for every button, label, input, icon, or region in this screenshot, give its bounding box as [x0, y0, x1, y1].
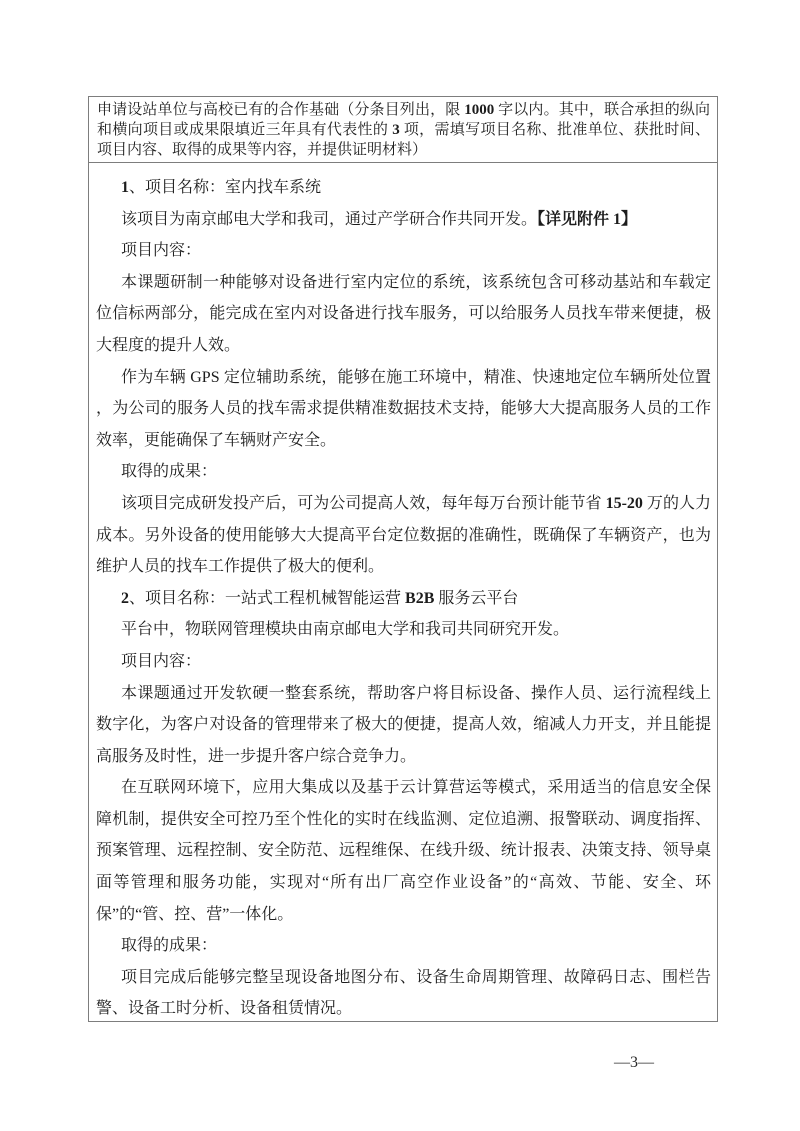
text-segment: 平台中，物联网管理模块由南京邮电大学和我司共同研究开发。: [121, 621, 570, 639]
text-segment: 项目内容：: [121, 652, 202, 670]
body-paragraph: [96, 204, 711, 236]
text-segment: 、项目名称：室内找车系统: [129, 179, 322, 196]
body-paragraph: [96, 362, 711, 457]
text-segment: 取得的成果：: [121, 937, 218, 955]
body-paragraph: [96, 772, 711, 930]
body-paragraph: [96, 614, 711, 646]
body-paragraph: [96, 583, 711, 615]
text-segment: 在互联网环境下，应用大集成以及基于云计算营运等模式，采用适当的信息安全保障机制，提供安全可控乃至个性化的实时在线监测、定位追溯、报警联动、调度指挥、预案管理、远程控制、安全防范、远程维保、在线升级、统计报表、决策支持、领导桌面等管理和服务功能，实现对“所有出厂高空作业设备”的“高效、节能、安全、环保”的“管、控、营”一体化。: [96, 779, 711, 923]
text-segment: 1000: [464, 102, 495, 118]
text-segment: 服务云平台: [434, 589, 519, 607]
text-segment: 【详见附件 1】: [537, 210, 638, 228]
text-segment: 取得的成果：: [121, 463, 218, 481]
text-segment: 15-20: [605, 494, 643, 512]
text-segment: 申请设站单位与高校已有的合作基础（分条目列出，限: [97, 102, 465, 118]
text-segment: 1: [121, 179, 129, 196]
text-segment: 项，需填写项目名称、批准单位、获批时间、项目内容、取得的成果等内容，并提供证明材料）: [97, 122, 710, 158]
body-paragraph: [96, 488, 711, 583]
text-segment: 2: [121, 589, 129, 607]
text-segment: 3: [392, 122, 400, 138]
body-paragraph: [96, 678, 711, 773]
text-segment: 项目完成后能够完整呈现设备地图分布、设备生命周期管理、故障码日志、围栏告警、设备工时分析、设备租赁情况。: [96, 968, 711, 1018]
text-segment: 作为车辆 GPS 定位辅助系统，能够在施工环境中，精准、快速地定位车辆所处位置 ，为公司的服务人员的找车需求提供精准数据技术支持，能够大大提高服务人员的工作效率，更能确保了车辆财产安全。: [96, 368, 711, 449]
body-paragraph: [96, 646, 711, 678]
body-paragraph: [96, 235, 711, 267]
text-segment: 本课题通过开发软硬一整套系统，帮助客户将目标设备、操作人员、运行流程线上数字化，为客户对设备的管理带来了极大的便捷，提高人效，缩减人力开支，并且能提高服务及时性，进一步提升客户综合竞争力。: [96, 684, 711, 765]
page-number: —3—: [614, 1054, 654, 1071]
text-segment: B2B: [405, 589, 435, 607]
text-segment: 该项目为南京邮电大学和我司，通过产学研合作共同开发。: [121, 210, 538, 228]
text-segment: 字以内。其中，联合承担的纵向和横向项目或成果限填近三年具有代表性的: [97, 102, 710, 138]
table-body-cell: [89, 163, 717, 1021]
cooperation-basis-table: [88, 96, 718, 1022]
text-segment: 本课题研制一种能够对设备进行室内定位的系统，该系统包含可移动基站和车载定位信标两部分，能完成在室内对设备进行找车服务，可以给服务人员找车带来便捷，极大程度的提升人效。: [96, 273, 711, 354]
body-paragraph: [96, 962, 711, 1021]
text-segment: 、项目名称：一站式工程机械智能运营: [129, 589, 406, 607]
text-segment: 项目内容：: [121, 242, 202, 260]
body-paragraph: [96, 267, 711, 362]
text-segment: 该项目完成研发投产后，可为公司提高人效，每年每万台预计能节省: [121, 494, 606, 512]
text-segment: 万的人力成本。另外设备的使用能够大大提高平台定位数据的准确性，既确保了车辆资产，也为维护人员的找车工作提供了极大的便利。: [96, 494, 711, 576]
body-paragraph: [96, 930, 711, 962]
body-paragraph: [96, 456, 711, 488]
table-header-cell: [89, 97, 717, 163]
body-paragraph: [96, 172, 711, 204]
